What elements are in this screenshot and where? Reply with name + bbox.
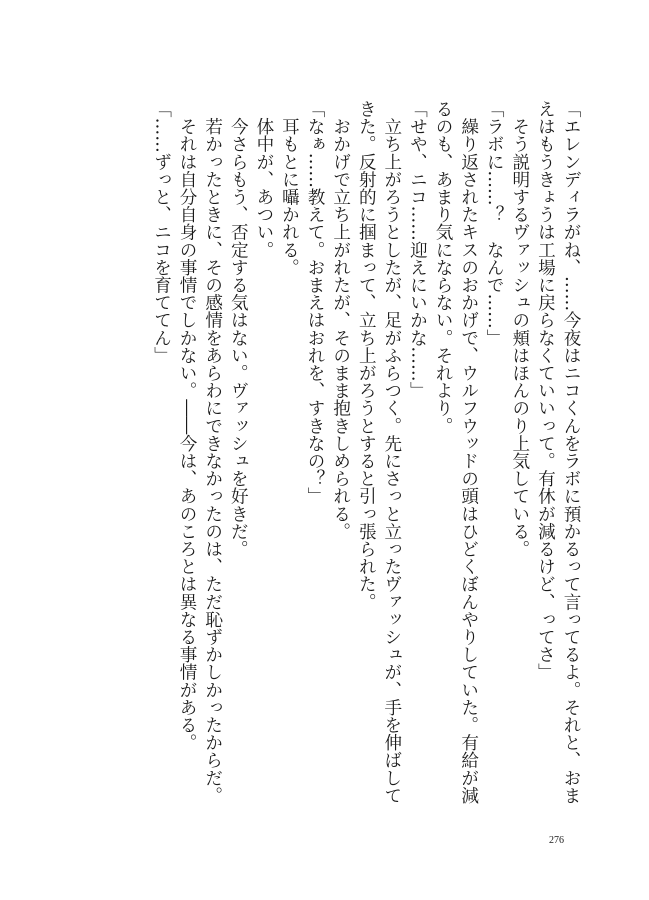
text-line: 今さらもう、否定する気はない。ヴァッシュを好きだ。 (228, 100, 249, 558)
text-line: それは自分自身の事情でしかない。――今は、あのころとは異なる事情がある。 (177, 100, 198, 752)
text-line: 「せや、ニコ……迎えにいかな……」 (407, 100, 428, 400)
text-line: きた。反射的に掴まって、立ち上がろうとすると引っ張られた。 (356, 100, 377, 611)
text-line: そう説明するヴァッシュの頬はほんのり上気している。 (509, 100, 530, 558)
text-line: 「エレンディラがね、……今夜はニコくんをラボに預かるって言ってるよ。それと、おま (561, 100, 581, 804)
page-number: 276 (549, 835, 564, 846)
text-line: 耳もとに囁かれる。 (279, 100, 300, 276)
text-line: るのも、あまり気にならない。それより。 (433, 100, 454, 435)
text-line: 繰り返されたキスのおかげで、ウルフウッドの頭はひどくぼんやりしていた。有給が減 (458, 100, 479, 804)
text-line: 「なぁ……教えて。おまえはおれを、すきなの？」 (305, 100, 326, 505)
text-line: 若かったときに、その感情をあらわにできなかったのは、ただ恥ずかしかったからだ。 (202, 100, 223, 804)
text-line: 立ち上がろうとしたが、足がふらつく。先にさっと立ったヴァッシュが、手を伸ばして (381, 100, 402, 804)
text-line: 「……ずっと、ニコを育ててん」 (151, 100, 172, 364)
text-line: えはもうきょうは工場に戻らなくていいって。有休が減るけど、ってさ」 (535, 100, 556, 681)
text-line: 「ラボに……？ なんで……」 (484, 100, 505, 347)
text-line: 体中が、あつい。 (253, 100, 274, 259)
vertical-text-block (148, 100, 583, 804)
text-line: おかげで立ち上がれたが、そのまま抱きしめられる。 (330, 100, 351, 540)
